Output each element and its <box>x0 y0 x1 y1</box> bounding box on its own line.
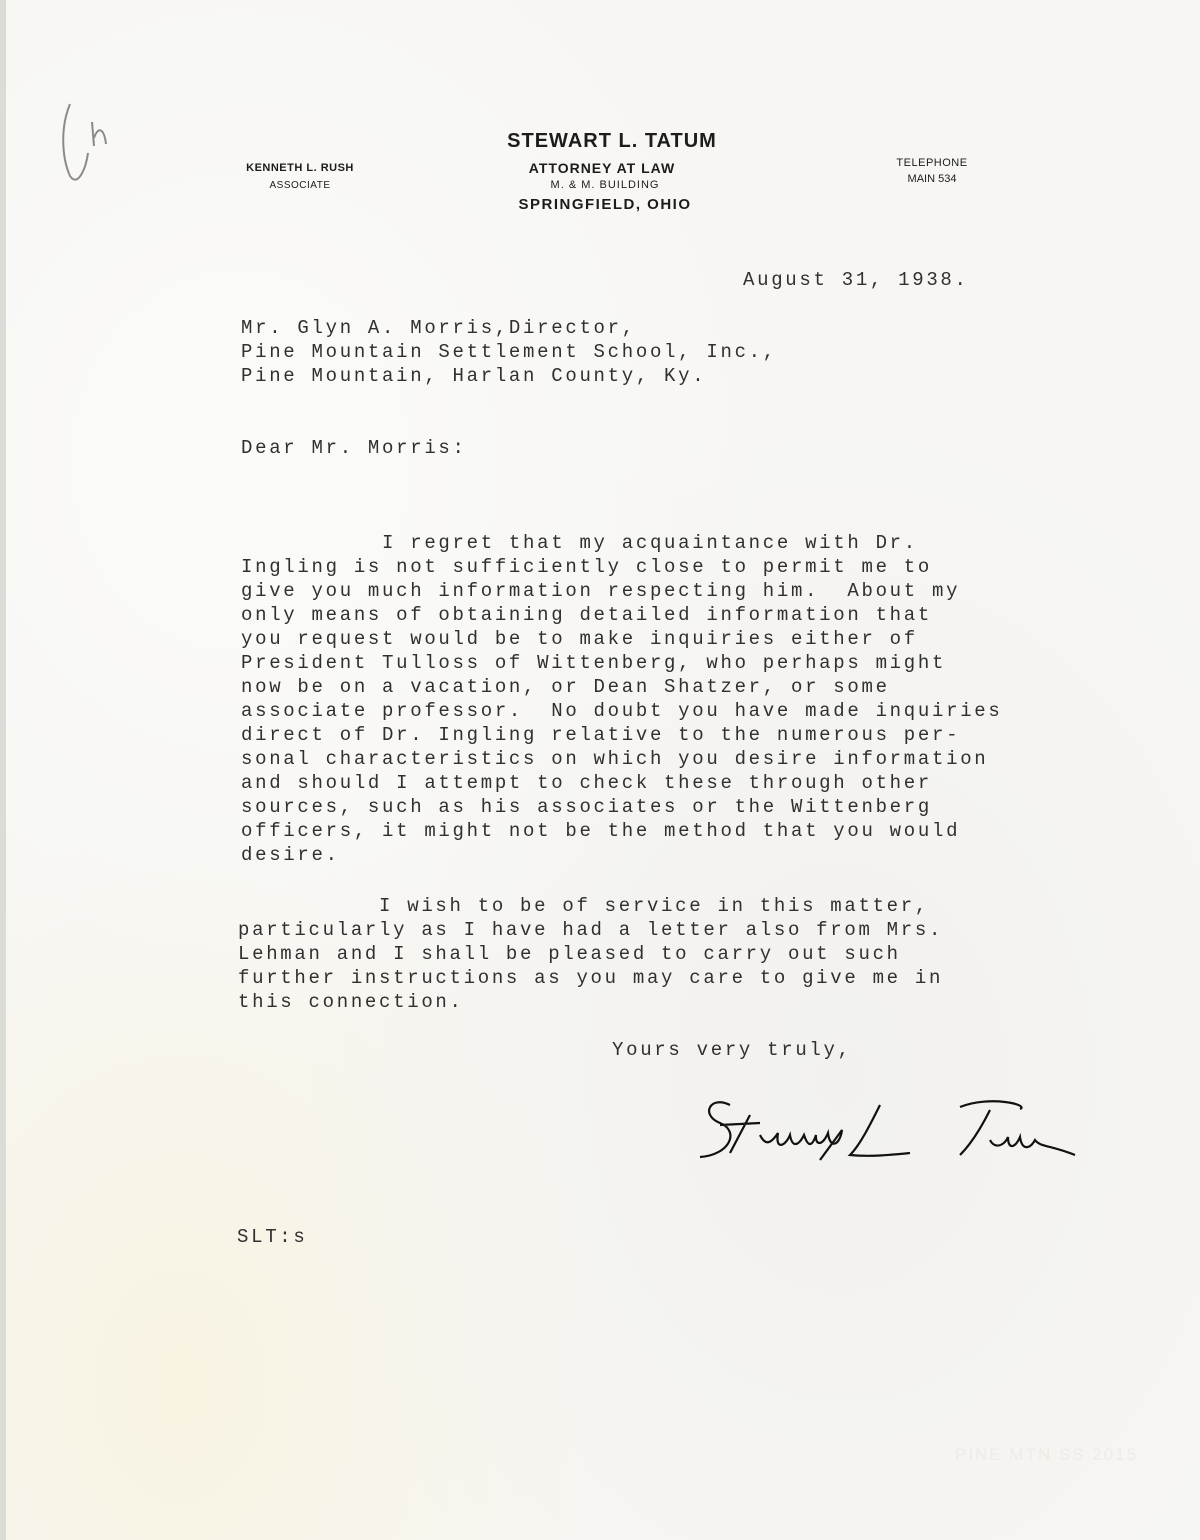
text-line: direct of Dr. Ingling relative to the numerous per- <box>241 724 961 746</box>
text-line: give you much information respecting him. About my <box>241 580 961 602</box>
text-line: only means of obtaining detailed information that <box>241 604 932 626</box>
recipient-line: Pine Mountain, Harlan County, Ky. <box>241 365 707 387</box>
associate-name: KENNETH L. RUSH <box>246 162 354 174</box>
text-line: desire. <box>241 844 340 866</box>
text-line: sonal characteristics on which you desire information <box>241 748 989 770</box>
paragraph-1 <box>241 507 1003 891</box>
letterhead-city: SPRINGFIELD, OHIO <box>518 196 692 213</box>
letterhead-building: M. & M. BUILDING <box>550 179 660 191</box>
paragraph-2 <box>238 870 943 1038</box>
salutation: Dear Mr. Morris: <box>241 437 467 459</box>
text-line: associate professor. No doubt you have made inquiries <box>241 700 1003 722</box>
text-line: I regret that my acquaintance with Dr. <box>241 532 918 554</box>
text-line: you request would be to make inquiries either of <box>241 628 918 650</box>
archive-watermark: PINE MTN SS 2015 <box>955 1445 1139 1464</box>
text-line: I wish to be of service in this matter, <box>238 895 929 917</box>
letterhead-title: ATTORNEY AT LAW <box>528 160 676 176</box>
letter-date: August 31, 1938. <box>743 269 969 291</box>
handwritten-initials <box>58 98 148 188</box>
recipient-line: Pine Mountain Settlement School, Inc., <box>241 341 777 363</box>
text-line: now be on a vacation, or Dean Shatzer, or some <box>241 676 890 698</box>
text-line: this connection. <box>238 991 464 1013</box>
recipient-line: Mr. Glyn A. Morris,Director, <box>241 317 636 339</box>
signature <box>690 1085 1090 1175</box>
letterhead-name: STEWART L. TATUM <box>507 130 717 152</box>
closing: Yours very truly, <box>612 1039 852 1061</box>
text-line: officers, it might not be the method that you would <box>241 820 961 842</box>
associate-title: ASSOCIATE <box>269 180 331 191</box>
text-line: Lehman and I shall be pleased to carry out such <box>238 943 901 965</box>
telephone-label: TELEPHONE <box>896 157 968 169</box>
text-line: further instructions as you may care to give me in <box>238 967 944 989</box>
text-line: and should I attempt to check these through other <box>241 772 932 794</box>
reference-initials: SLT:s <box>237 1226 308 1248</box>
text-line: Ingling is not sufficiently close to permit me to <box>241 556 932 578</box>
text-line: President Tulloss of Wittenberg, who perhaps might <box>241 652 947 674</box>
telephone-number: MAIN 534 <box>907 173 957 185</box>
paper-edge <box>0 0 6 1540</box>
text-line: sources, such as his associates or the Wittenberg <box>241 796 932 818</box>
text-line: particularly as I have had a letter also from Mrs. <box>238 919 944 941</box>
